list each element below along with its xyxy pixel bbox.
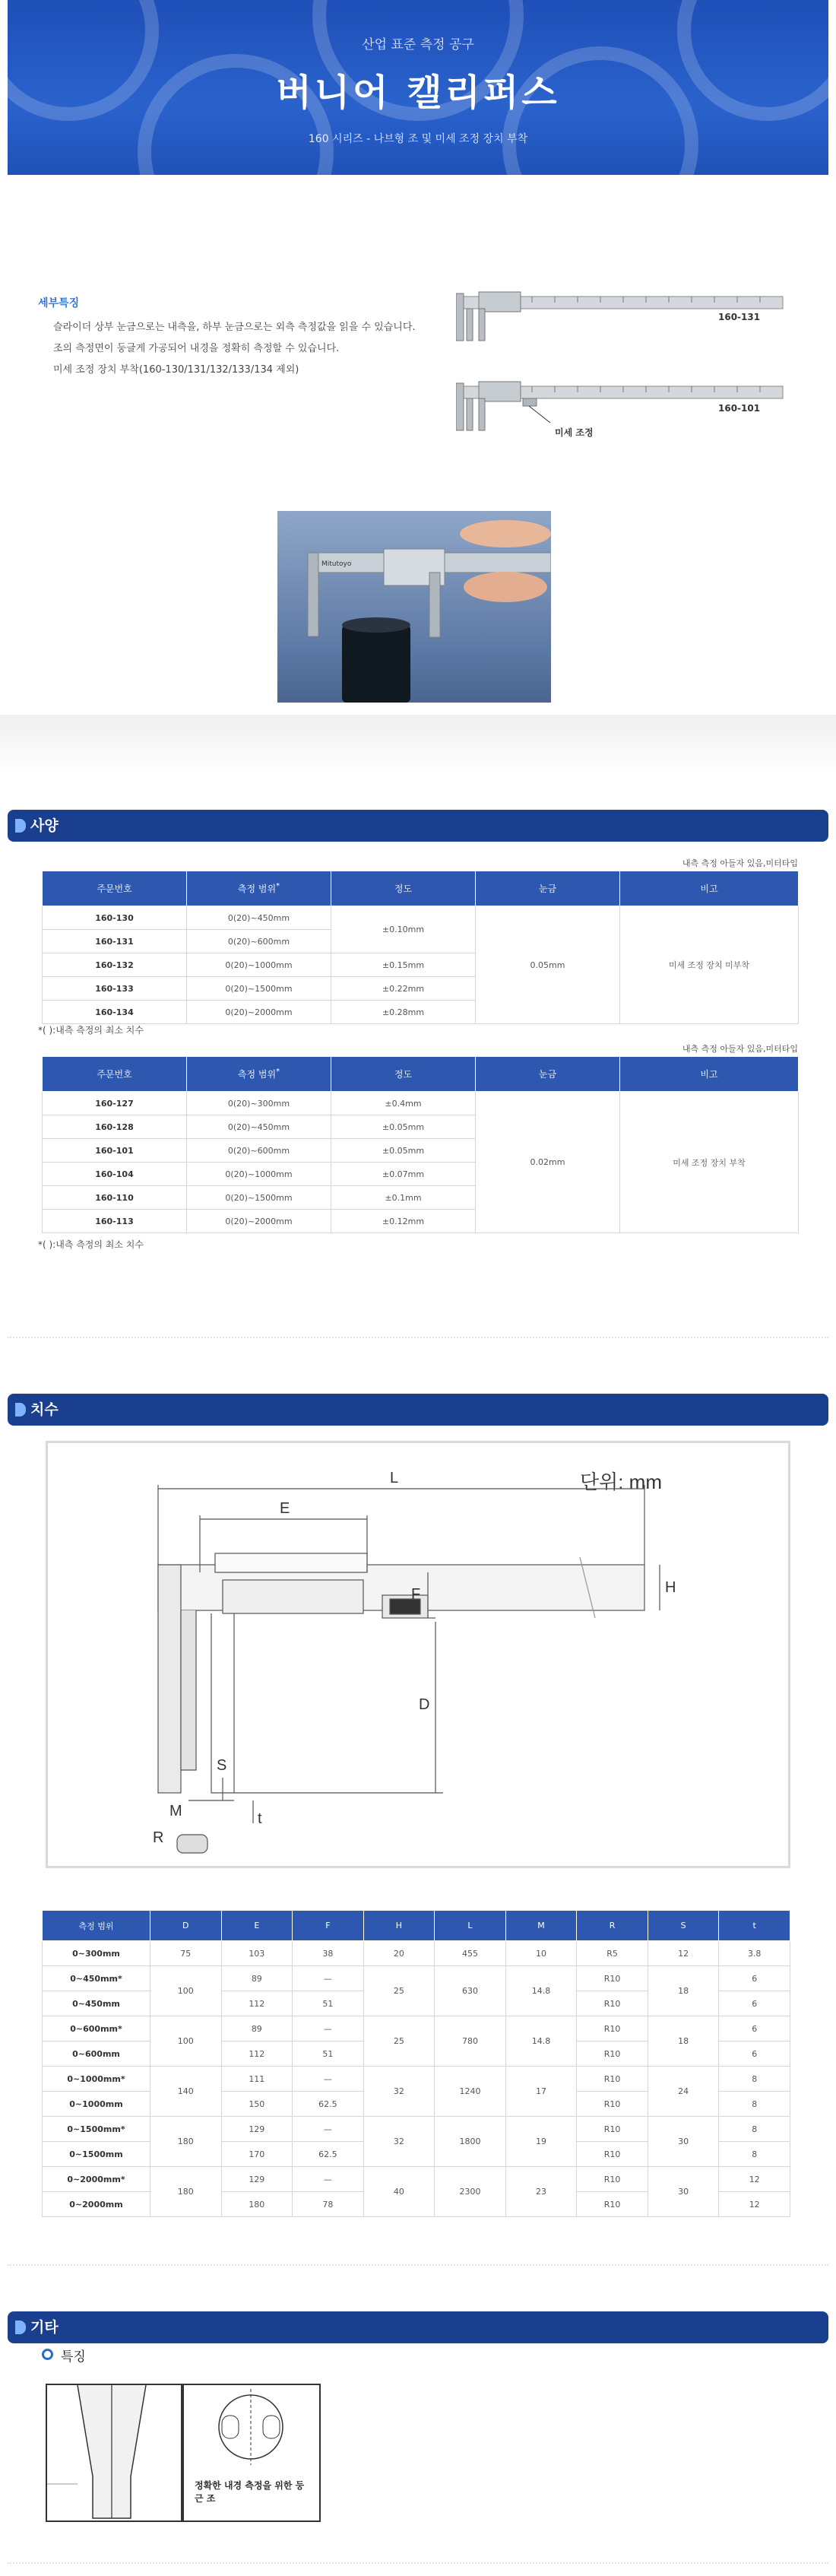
e-cell: 180	[221, 2192, 293, 2217]
col-header	[187, 871, 331, 906]
d-cell: 75	[150, 1941, 222, 1966]
accuracy-cell: ±0.28mm	[331, 1001, 476, 1024]
table-row	[43, 2167, 790, 2192]
range-cell: 0(20)~2000mm	[187, 1210, 331, 1233]
r-cell: R10	[577, 2192, 648, 2217]
col-header: t	[719, 1911, 790, 1941]
r-cell: R10	[577, 2117, 648, 2142]
accuracy-cell: ±0.05mm	[331, 1115, 476, 1139]
r-cell: R5	[577, 1941, 648, 1966]
t-cell: 8	[719, 2092, 790, 2117]
col-header-text: 측정 범위	[237, 1069, 277, 1080]
e-cell: 89	[221, 1966, 293, 1991]
range-cell: 0(20)~1000mm	[187, 953, 331, 977]
f-cell: 78	[293, 2192, 364, 2217]
f-cell: 51	[293, 2041, 364, 2067]
t-cell: 6	[719, 2016, 790, 2041]
m-cell: 14.8	[505, 2016, 577, 2067]
h-cell: 32	[363, 2067, 435, 2117]
model-cell: 160-132	[43, 953, 187, 977]
s-cell: 18	[648, 2016, 719, 2067]
s-cell: 30	[648, 2117, 719, 2167]
s-cell: 24	[648, 2067, 719, 2117]
col-header: 주문번호	[43, 1057, 187, 1092]
col-header: 정도	[331, 871, 476, 906]
col-header: D	[150, 1911, 222, 1941]
t-cell: 12	[719, 2192, 790, 2217]
t-cell: 8	[719, 2067, 790, 2092]
round-jaw-caption: 정확한 내경 측정을 위한 둥근 조	[195, 2480, 305, 2504]
range-cell: 0(20)~1000mm	[187, 1163, 331, 1186]
r-cell: R10	[577, 2041, 648, 2067]
s-cell: 30	[648, 2167, 719, 2217]
graduation-cell: 0.02mm	[476, 1092, 620, 1233]
dim-label: H	[665, 1579, 676, 1596]
t-cell: 12	[719, 2167, 790, 2192]
model-cell: 160-134	[43, 1001, 187, 1024]
range-cell: 0~1000mm*	[43, 2067, 150, 2092]
remark-cell: 미세 조정 장치 미부착	[620, 906, 799, 1024]
range-cell: 0~1500mm	[43, 2142, 150, 2167]
spec-note: 내측 측정 아들자 있음,미터타입	[682, 858, 798, 868]
r-cell: R10	[577, 2167, 648, 2192]
h-cell: 32	[363, 2117, 435, 2167]
accuracy-cell: ±0.05mm	[331, 1139, 476, 1163]
feature-item: 조의 측정면이 둥글게 가공되어 내경을 정확히 측정할 수 있습니다.	[53, 343, 340, 354]
range-cell: 0(20)~2000mm	[187, 1001, 331, 1024]
dim-label: D	[419, 1696, 430, 1713]
model-cell: 160-127	[43, 1092, 187, 1115]
table-row	[43, 906, 799, 930]
dimension-diagram	[46, 1441, 790, 1868]
table-row	[43, 1966, 790, 1991]
m-cell: 10	[505, 1941, 577, 1966]
spec-note: 내측 측정 아들자 있음,미터타입	[682, 1044, 798, 1054]
accuracy-cell: ±0.12mm	[331, 1210, 476, 1233]
range-cell: 0(20)~1500mm	[187, 977, 331, 1001]
r-cell: R10	[577, 2016, 648, 2041]
feature-subheading: 특징	[42, 2346, 86, 2365]
spec-table-2	[42, 1056, 799, 1233]
f-cell: —	[293, 1966, 364, 1991]
d-cell: 100	[150, 1966, 222, 2016]
section-header-spec: 사양	[8, 810, 828, 842]
e-cell: 103	[221, 1941, 293, 1966]
model-cell: 160-131	[43, 930, 187, 953]
t-cell: 6	[719, 2041, 790, 2067]
dim-label: R	[153, 1829, 164, 1846]
range-cell: 0(20)~1500mm	[187, 1186, 331, 1210]
h-cell: 25	[363, 2016, 435, 2067]
f-cell: 62.5	[293, 2092, 364, 2117]
footnote: *( ):내측 측정의 최소 치수	[38, 1025, 144, 1036]
hero-category: 산업 표준 측정 공구	[362, 37, 474, 52]
r-cell: R10	[577, 1991, 648, 2016]
l-cell: 1240	[435, 2067, 506, 2117]
range-cell: 0~450mm*	[43, 1966, 150, 1991]
model-cell: 160-101	[43, 1139, 187, 1163]
range-cell: 0~1500mm*	[43, 2117, 150, 2142]
col-header: 비고	[620, 1057, 799, 1092]
round-jaw-drawing	[47, 2385, 181, 2520]
col-header: F	[293, 1911, 364, 1941]
divider	[8, 2264, 828, 2266]
d-cell: 100	[150, 2016, 222, 2067]
dim-label: S	[217, 1757, 227, 1774]
dim-label: t	[258, 1810, 262, 1827]
range-cell: 0(20)~300mm	[187, 1092, 331, 1115]
feature-item: 슬라이더 상부 눈금으로는 내측을, 하부 눈금으로는 외측 측정값을 읽을 수 있습니다.	[53, 322, 416, 333]
r-cell: R10	[577, 2067, 648, 2092]
m-cell: 17	[505, 2067, 577, 2117]
t-cell: 6	[719, 1991, 790, 2016]
unit-label: 단위: mm	[580, 1470, 662, 1493]
range-cell: 0~2000mm	[43, 2192, 150, 2217]
col-header: S	[648, 1911, 719, 1941]
table-row	[43, 2016, 790, 2041]
f-cell: —	[293, 2016, 364, 2041]
e-cell: 170	[221, 2142, 293, 2167]
model-cell: 160-110	[43, 1186, 187, 1210]
table-row	[43, 2067, 790, 2092]
feature-item: 미세 조정 장치 부착(160-130/131/132/133/134 제외)	[53, 364, 299, 376]
footnote: *( ):내측 측정의 최소 치수	[38, 1239, 144, 1250]
dim-label: E	[280, 1500, 290, 1517]
divider	[8, 2562, 828, 2564]
f-cell: 51	[293, 1991, 364, 2016]
e-cell: 89	[221, 2016, 293, 2041]
graduation-cell: 0.05mm	[476, 906, 620, 1024]
dim-label: F	[411, 1586, 421, 1603]
range-cell: 0(20)~450mm	[187, 1115, 331, 1139]
col-header: E	[221, 1911, 293, 1941]
col-header	[187, 1057, 331, 1092]
m-cell: 19	[505, 2117, 577, 2167]
accuracy-cell: ±0.10mm	[331, 906, 476, 953]
round-jaw-detail-drawing	[184, 2385, 319, 2469]
e-cell: 150	[221, 2092, 293, 2117]
col-header: 비고	[620, 871, 799, 906]
l-cell: 630	[435, 1966, 506, 2016]
col-header: 정도	[331, 1057, 476, 1092]
d-cell: 140	[150, 2067, 222, 2117]
range-cell: 0(20)~600mm	[187, 1139, 331, 1163]
divider	[8, 1337, 828, 1338]
t-cell: 3.8	[719, 1941, 790, 1966]
accuracy-cell: ±0.1mm	[331, 1186, 476, 1210]
h-cell: 40	[363, 2167, 435, 2217]
t-cell: 6	[719, 1966, 790, 1991]
l-cell: 780	[435, 2016, 506, 2067]
model-cell: 160-128	[43, 1115, 187, 1139]
t-cell: 8	[719, 2142, 790, 2167]
feature-list	[38, 295, 433, 379]
range-cell: 0~300mm	[43, 1941, 150, 1966]
e-cell: 111	[221, 2067, 293, 2092]
col-header: R	[577, 1911, 648, 1941]
m-cell: 14.8	[505, 1966, 577, 2016]
model-label-b: 160-101	[718, 403, 761, 414]
range-cell: 0(20)~450mm	[187, 906, 331, 930]
model-label-a: 160-131	[718, 312, 761, 322]
l-cell: 2300	[435, 2167, 506, 2217]
table-row	[43, 2117, 790, 2142]
fine-adjust-label: 미세 조정	[555, 427, 594, 438]
r-cell: R10	[577, 2142, 648, 2167]
f-cell: —	[293, 2167, 364, 2192]
feature-heading: 세부특징	[38, 297, 80, 309]
dimension-drawing	[48, 1443, 788, 1866]
photo-brand: Mitutoyo	[321, 560, 352, 568]
e-cell: 129	[221, 2117, 293, 2142]
d-cell: 180	[150, 2117, 222, 2167]
round-jaw-illustration	[46, 2384, 182, 2522]
header-asterisk: *	[276, 1068, 280, 1076]
range-cell: 0~2000mm*	[43, 2167, 150, 2192]
section-header-dimensions: 치수	[8, 1394, 828, 1426]
f-cell: —	[293, 2117, 364, 2142]
remark-cell: 미세 조정 장치 부착	[620, 1092, 799, 1233]
table-row	[43, 1092, 799, 1115]
model-cell: 160-133	[43, 977, 187, 1001]
col-header: 눈금	[476, 871, 620, 906]
r-cell: R10	[577, 2092, 648, 2117]
dimension-table	[42, 1910, 790, 2217]
model-cell: 160-130	[43, 906, 187, 930]
product-photo-drawing	[277, 511, 551, 703]
col-header: L	[435, 1911, 506, 1941]
table-row	[43, 1941, 790, 1966]
l-cell: 455	[435, 1941, 506, 1966]
col-header: 눈금	[476, 1057, 620, 1092]
h-cell: 25	[363, 1966, 435, 2016]
dim-label: M	[169, 1803, 182, 1819]
range-cell: 0~1000mm	[43, 2092, 150, 2117]
e-cell: 112	[221, 2041, 293, 2067]
gradient-divider	[0, 715, 836, 776]
hero-subtitle: 160 시리즈 - 나브형 조 및 미세 조정 장치 부착	[308, 133, 528, 145]
accuracy-cell: ±0.4mm	[331, 1092, 476, 1115]
h-cell: 20	[363, 1941, 435, 1966]
dim-label: L	[390, 1470, 399, 1486]
s-cell: 12	[648, 1941, 719, 1966]
col-header: H	[363, 1911, 435, 1941]
m-cell: 23	[505, 2167, 577, 2217]
e-cell: 129	[221, 2167, 293, 2192]
range-cell: 0~450mm	[43, 1991, 150, 2016]
range-cell: 0(20)~600mm	[187, 930, 331, 953]
range-cell: 0~600mm*	[43, 2016, 150, 2041]
accuracy-cell: ±0.15mm	[331, 953, 476, 977]
col-header: M	[505, 1911, 577, 1941]
accuracy-cell: ±0.22mm	[331, 977, 476, 1001]
round-jaw-detail	[182, 2384, 321, 2522]
accuracy-cell: ±0.07mm	[331, 1163, 476, 1186]
col-header-text: 측정 범위	[237, 884, 277, 894]
header-asterisk: *	[276, 882, 280, 890]
spec-table-1	[42, 871, 799, 1024]
s-cell: 18	[648, 1966, 719, 2016]
l-cell: 1800	[435, 2117, 506, 2167]
model-cell: 160-104	[43, 1163, 187, 1186]
section-header-other: 기타	[8, 2311, 828, 2343]
model-cell: 160-113	[43, 1210, 187, 1233]
col-header: 측정 범위	[43, 1911, 150, 1941]
col-header: 주문번호	[43, 871, 187, 906]
product-photo	[277, 511, 551, 703]
t-cell: 8	[719, 2117, 790, 2142]
f-cell: —	[293, 2067, 364, 2092]
range-cell: 0~600mm	[43, 2041, 150, 2067]
d-cell: 180	[150, 2167, 222, 2217]
r-cell: R10	[577, 1966, 648, 1991]
hero-title: 버니어 캘리퍼스	[276, 71, 560, 114]
f-cell: 62.5	[293, 2142, 364, 2167]
f-cell: 38	[293, 1941, 364, 1966]
e-cell: 112	[221, 1991, 293, 2016]
hero-banner	[8, 0, 828, 175]
